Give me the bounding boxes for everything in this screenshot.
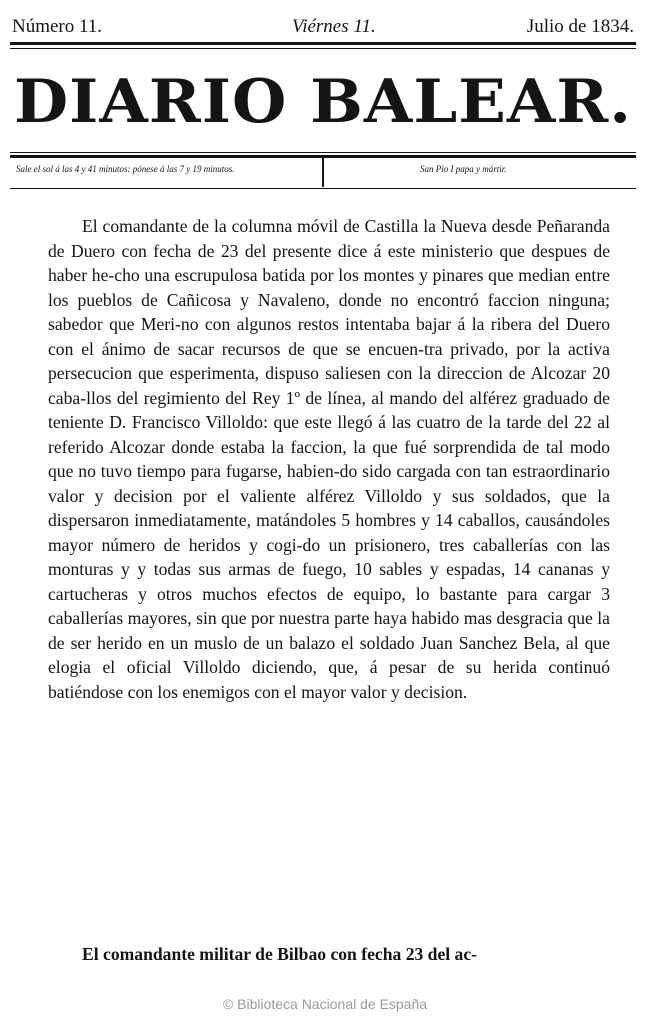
article-paragraph-1: El comandante de la columna móvil de Castilla la Nueva desde Peñaranda de Duero con fecha de 23 del presente dice á este ministerio que despues de haber he-cho una escrupulosa batida por los montes y pinares que median entre los pueblos de Cañicosa y Navaleno, donde no encontró faccion ninguna; sabedor que Meri-no con algunos restos intentaba bajar á la ribera del Duero con el ánimo de sacar recursos de que se encuen-tra privado, por la activa persecucion que esperimenta, dispuso saliesen con la direccion de Alcozar 20 caba-llos del regimiento del Rey 1º de línea, al mando del alférez graduado de teniente D. Francisco Villoldo: que este llegó á las cuatro de la tarde del 22 al referido Alcozar donde estaba la faccion, la que fué sorprendida de tal modo que no tuvo tiempo para fugarse, habien-do sido cargada con tan estraordinario valor y decision por el valiente alférez Villoldo y sus soldados, que la dispersaron inmediatamente, matándoles 5 hombres y 14 caballos, causándoles mayor número de heridos y cogi-do un prisionero, tres caballerías con las monturas y y todas sus armas de fuego, 10 sables y espadas, 14 cananas y cartucheras y otros muchos efectos de equipo, lo bastante para cargar 3 caballerías mayores, sin que por nuestra parte haya habido mas desgracia que la de ser herido en un muslo de un balazo el soldado Juan Sanchez Bela, al que elogia el oficial Villoldo diciendo, que, á pesar de su herida continuó batiéndose con los enemigos con el mayor valor y decision. <box>48 216 610 702</box>
almanac-rule-bottom <box>10 188 636 189</box>
almanac-band <box>10 155 636 187</box>
sun-times: Sale el sol á las 4 y 41 minutos: pónese á las 7 y 19 minutos. <box>16 164 235 174</box>
article-paragraph-2: El comandante militar de Bilbao con fecha 23 del ac- <box>82 944 478 964</box>
header-rule-top <box>10 42 636 45</box>
saint-of-day: San Pio I papa y mártir. <box>420 164 507 174</box>
issue-date: Julio de 1834. <box>526 16 634 37</box>
issue-number: Número 11. <box>12 16 103 37</box>
copyright-watermark: © Biblioteca Nacional de España <box>222 996 428 1012</box>
masthead-title: DIARIO BALEAR. <box>14 67 633 137</box>
header-rule-top-thin <box>10 48 636 49</box>
masthead-rule-bottom-thin <box>10 152 636 153</box>
issue-line <box>12 14 634 40</box>
issue-day: Viérnes 11. <box>292 16 376 37</box>
almanac-divider <box>322 155 324 187</box>
